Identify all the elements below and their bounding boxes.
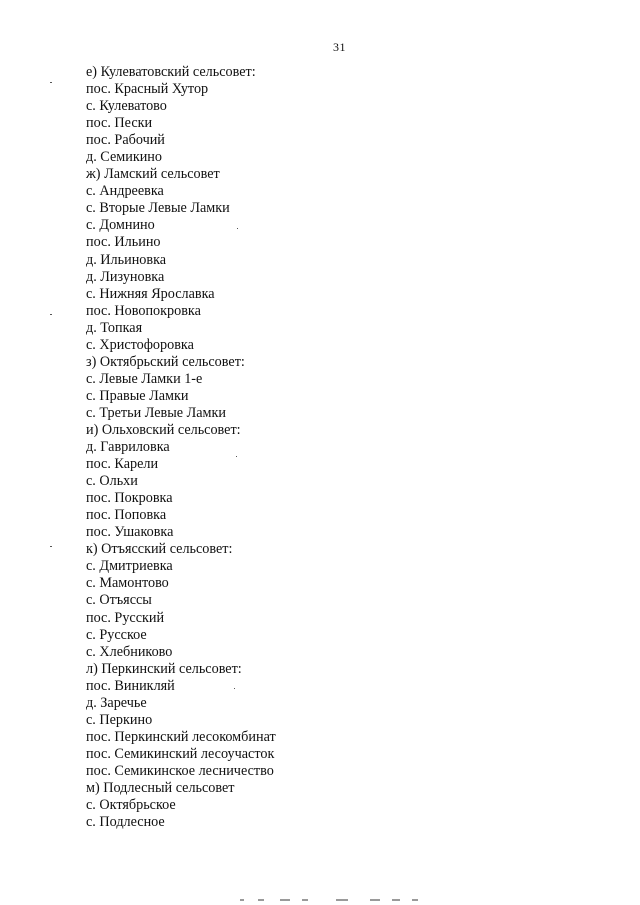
document-line: пос. Рабочий [86,132,165,149]
document-line: пос. Семикинский лесоучасток [86,745,275,762]
document-line: с. Перкино [86,711,153,728]
document-line: д. Топкая [86,319,143,336]
document-line: ж) Ламский сельсовет [86,166,220,183]
document-line: с. Хлебниково [86,643,173,660]
scan-speck [50,546,52,547]
page-number: 31 [333,40,346,54]
document-line: пос. Пески [86,115,153,132]
document-line: д. Лизуновка [86,268,165,285]
scan-speck [50,82,52,83]
document-line: с. Дмитриевка [86,558,173,575]
document-line: пос. Карели [86,456,159,473]
document-line: с. Нижняя Ярославка [86,285,215,302]
document-line: пос. Семикинское лесничество [86,762,274,779]
document-line: с. Левые Ламки 1-е [86,370,203,387]
document-line: с. Мамонтово [86,575,169,592]
document-line: с. Третьи Левые Ламки [86,404,226,421]
document-line: пос. Виникляй [86,677,175,694]
document-line: с. Домнино [86,217,155,234]
document-line: с. Русское [86,626,147,643]
document-line: д. Заречье [86,694,147,711]
document-line: с. Октябрьское [86,797,176,814]
document-line: с. Андреевка [86,183,164,200]
document-line: д. Ильиновка [86,251,167,268]
document-line: пос. Перкинский лесокомбинат [86,728,276,745]
document-line: пос. Покровка [86,490,173,507]
document-line: з) Октябрьский сельсовет: [86,353,245,370]
document-line: с. Вторые Левые Ламки [86,200,230,217]
scan-speck [237,228,238,229]
document-line: с. Христофоровка [86,336,194,353]
document-line: с. Ольхи [86,473,138,490]
document-line: д. Гавриловка [86,439,170,456]
document-line: с. Отъяссы [86,592,152,609]
document-line: пос. Ушаковка [86,524,174,541]
scan-speck [50,314,52,315]
document-line: и) Ольховский сельсовет: [86,421,241,438]
document-line: пос. Поповка [86,507,167,524]
document-line: е) Кулеватовский сельсовет: [86,64,256,80]
document-line: пос. Ильино [86,234,161,251]
document-line: пос. Новопокровка [86,302,201,319]
document-line: с. Правые Ламки [86,387,189,404]
document-line: с. Подлесное [86,814,165,831]
document-line: пос. Русский [86,609,165,626]
document-line: л) Перкинский сельсовет: [86,660,242,677]
document-line: м) Подлесный сельсовет [86,779,235,796]
scan-speck [236,456,237,457]
footer-scan-marks [240,899,440,902]
document-line: д. Семикино [86,149,162,166]
document-line: к) Отъясский сельсовет: [86,541,233,558]
settlement-list [86,64,276,831]
document-line: с. Кулеватово [86,98,167,115]
scan-speck [234,688,235,689]
document-line: пос. Красный Хутор [86,81,209,98]
